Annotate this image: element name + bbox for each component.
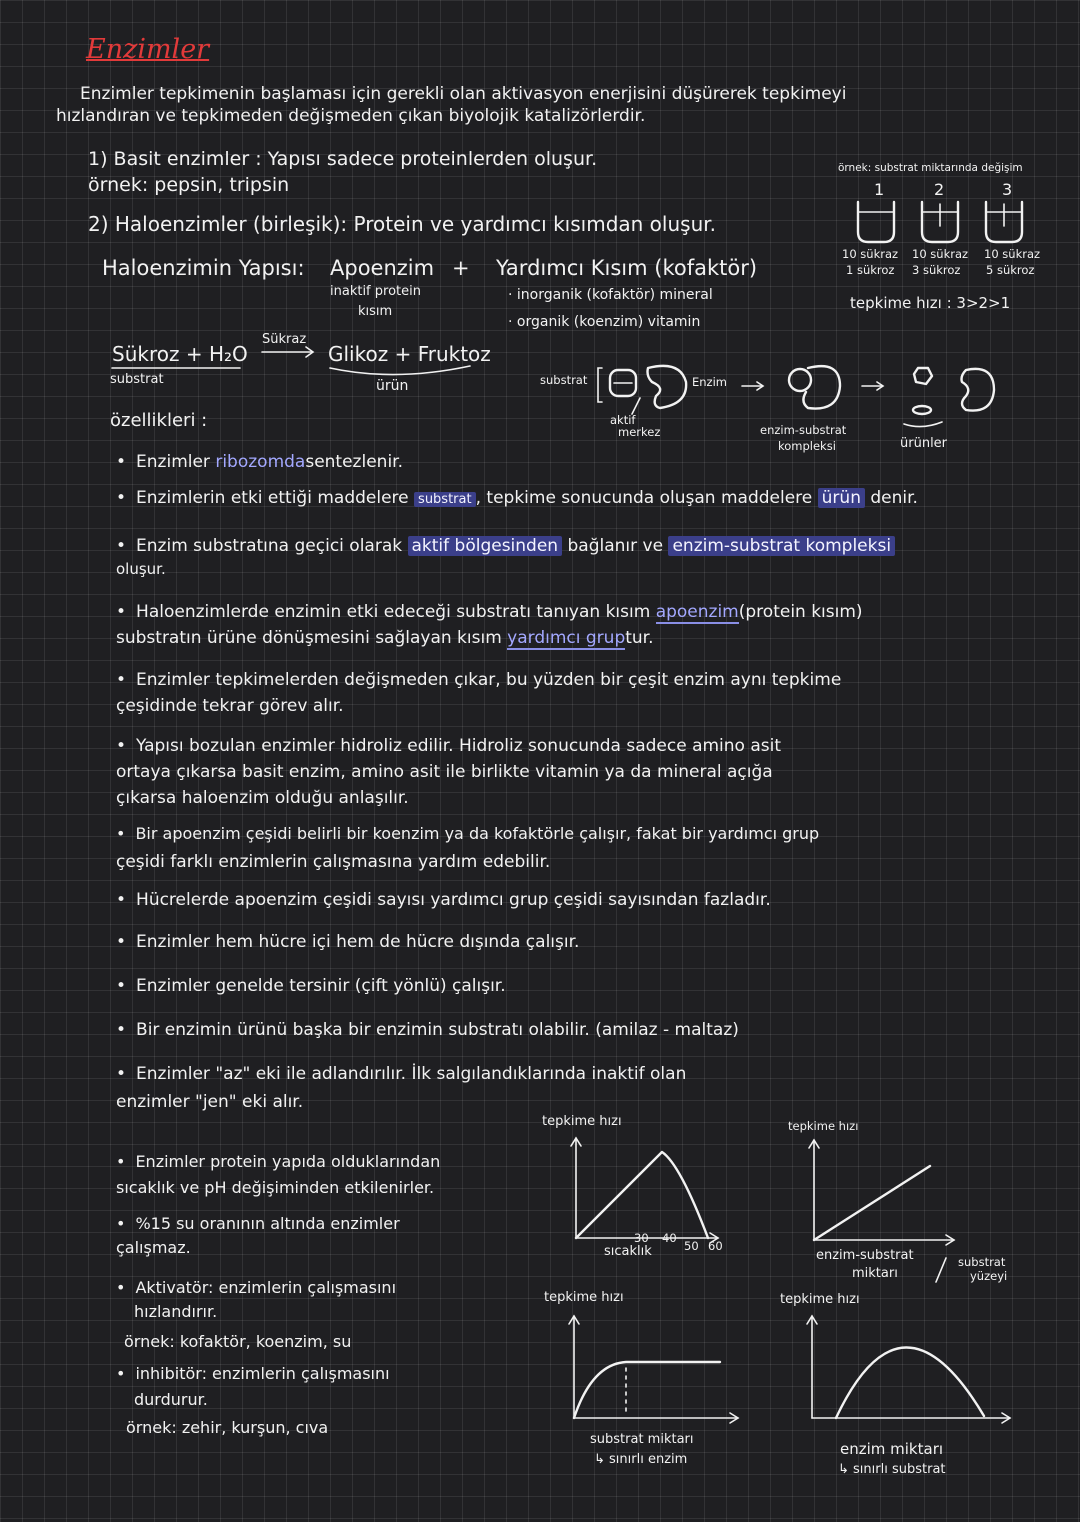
prop-3 bbox=[116, 536, 895, 556]
graph-1-curve bbox=[576, 1152, 708, 1238]
basit-example: örnek: pepsin, tripsin bbox=[88, 174, 290, 196]
beaker-3-substrate: 5 sükroz bbox=[986, 263, 1035, 277]
mech-aktif-1: aktif bbox=[610, 413, 636, 427]
graph-3-curve bbox=[574, 1362, 720, 1418]
beaker-1-enzyme: 10 sükraz bbox=[842, 247, 899, 261]
side-4-line-2: durdurur. bbox=[134, 1390, 208, 1409]
prop-4-protein: (protein kısım) bbox=[738, 602, 863, 622]
ozellikleri-heading: özellikleri : bbox=[110, 410, 208, 431]
graph-1-tick-30: 30 bbox=[634, 1231, 649, 1245]
prop-10: • Enzimler genelde tersinir (çift yönlü) çalışır. bbox=[116, 976, 506, 996]
side-3-example: örnek: kofaktör, koenzim, su bbox=[124, 1332, 352, 1351]
side-1-line-2: sıcaklık ve pH değişiminden etkilenirler. bbox=[116, 1178, 435, 1197]
prop-3-end: oluşur. bbox=[116, 560, 166, 578]
mech-urunler: ürünler bbox=[900, 436, 948, 451]
graph-2-xlabel-1: enzim-substrat bbox=[816, 1248, 914, 1263]
prop-3-text: • Enzim substratına geçici olarak bbox=[116, 536, 402, 556]
side-4: • inhibitör: enzimlerin çalışmasını bbox=[116, 1364, 390, 1383]
prop-1-end: sentezlenir. bbox=[305, 452, 403, 472]
intro-line-1: Enzimler tepkimenin başlaması için gerekli olan aktivasyon enerjisini düşürerek tepkimeyi bbox=[80, 84, 847, 104]
graph-3-xlabel-1: substrat miktarı bbox=[590, 1432, 694, 1447]
structure-item-1: · inorganik (kofaktör) mineral bbox=[508, 287, 713, 303]
beaker-number-3: 3 bbox=[1002, 180, 1013, 199]
graph-1-xlabel: sıcaklık bbox=[604, 1244, 652, 1259]
reaction-left: Sükroz + H₂O bbox=[112, 342, 248, 366]
prop-1-ribozom: ribozomda bbox=[215, 452, 306, 472]
prop-4-text-2: substratın ürüne dönüşmesini sağlayan kısım bbox=[116, 628, 502, 648]
prop-2-urun: ürün bbox=[818, 488, 865, 508]
beaker-2-enzyme: 10 sükraz bbox=[912, 247, 969, 261]
reaction-enzyme: Sükraz bbox=[262, 332, 307, 347]
side-2: • %15 su oranının altında enzimler bbox=[116, 1214, 400, 1233]
prop-6-line-3: çıkarsa haloenzim olduğu anlaşılır. bbox=[116, 788, 409, 808]
prop-4-end: tur. bbox=[625, 628, 654, 648]
basit-enzimler: 1) Basit enzimler : Yapısı sadece proteinlerden oluşur. bbox=[88, 148, 598, 170]
reaction-urun: ürün bbox=[376, 378, 409, 394]
graph-4-xlabel-1: enzim miktarı bbox=[840, 1440, 944, 1458]
graph-2-xlabel-3: substrat bbox=[958, 1255, 1006, 1269]
prop-9: • Enzimler hem hücre içi hem de hücre dışında çalışır. bbox=[116, 932, 579, 952]
graph-2-ylabel: tepkime hızı bbox=[788, 1119, 859, 1133]
prop-4-line-2 bbox=[116, 628, 654, 648]
plus-sign: + bbox=[452, 256, 470, 280]
prop-1-text: • Enzimler bbox=[116, 452, 210, 472]
prop-3-kompleks: enzim-substrat kompleksi bbox=[668, 536, 895, 556]
prop-5: • Enzimler tepkimelerden değişmeden çıkar, bu yüzden bir çeşit enzim aynı tepkime bbox=[116, 670, 841, 690]
prop-3-aktif: aktif bölgesinden bbox=[408, 536, 563, 556]
prop-2-end: denir. bbox=[870, 488, 918, 508]
side-4-example: örnek: zehir, kurşun, cıva bbox=[126, 1418, 329, 1437]
prop-8: • Hücrelerde apoenzim çeşidi sayısı yardımcı grup çeşidi sayısından fazladır. bbox=[116, 890, 771, 910]
mech-enzim: Enzim bbox=[692, 375, 727, 389]
page-title: Enzimler bbox=[86, 34, 210, 65]
graph-1-ylabel: tepkime hızı bbox=[542, 1114, 622, 1129]
prop-6: • Yapısı bozulan enzimler hidroliz edilir. Hidroliz sonucunda sadece amino asit bbox=[116, 736, 781, 756]
reaction-right: Glikoz + Fruktoz bbox=[328, 342, 491, 366]
graph-3-xlabel-2: ↳ sınırlı enzim bbox=[594, 1452, 688, 1467]
prop-4-yardimci: yardımcı grup bbox=[507, 628, 626, 648]
beaker-3-enzyme: 10 sükraz bbox=[984, 247, 1041, 261]
prop-4-apoenzim: apoenzim bbox=[655, 602, 739, 622]
graph-2-line bbox=[814, 1166, 930, 1240]
graph-4-xlabel-2: ↳ sınırlı substrat bbox=[838, 1462, 946, 1477]
graph-1-tick-40: 40 bbox=[662, 1231, 677, 1245]
side-3-line-2: hızlandırır. bbox=[134, 1302, 218, 1321]
haloenzimler: 2) Haloenzimler (birleşik): Protein ve yardımcı kısımdan oluşur. bbox=[88, 212, 716, 236]
beaker-number-2: 2 bbox=[934, 180, 945, 199]
example-rate: tepkime hızı : 3>2>1 bbox=[850, 294, 1011, 312]
graph-2-xlabel-2: miktarı bbox=[852, 1266, 898, 1281]
mech-substrat: substrat bbox=[540, 373, 588, 387]
example-title: örnek: substrat miktarında değişim bbox=[838, 162, 1023, 174]
mech-kompleks-2: kompleksi bbox=[778, 439, 836, 453]
apo-sub-1: inaktif protein bbox=[330, 284, 421, 299]
graph-4-ylabel: tepkime hızı bbox=[780, 1292, 860, 1307]
yardimci-label: Yardımcı Kısım (kofaktör) bbox=[496, 256, 758, 280]
prop-12: • Enzimler "az" eki ile adlandırılır. İlk salgılandıklarında inaktif olan bbox=[116, 1064, 686, 1084]
prop-6-line-2: ortaya çıkarsa basit enzim, amino asit ile birlikte vitamin ya da mineral açığa bbox=[116, 762, 773, 782]
graph-1-tick-60: 60 bbox=[708, 1239, 723, 1253]
structure-item-2: · organik (koenzim) vitamin bbox=[508, 314, 701, 330]
prop-7: • Bir apoenzim çeşidi belirli bir koenzim ya da kofaktörle çalışır, fakat bir yardımcı grup bbox=[116, 824, 819, 843]
graph-1-tick-50: 50 bbox=[684, 1239, 699, 1253]
prop-7-line-2: çeşidi farklı enzimlerin çalışmasına yardım edebilir. bbox=[116, 852, 551, 872]
side-2-line-2: çalışmaz. bbox=[116, 1238, 191, 1257]
prop-12-line-2: enzimler "jen" eki alır. bbox=[116, 1092, 304, 1112]
prop-4-text: • Haloenzimlerde enzimin etki edeceği substratı tanıyan kısım bbox=[116, 602, 650, 622]
prop-5-line-2: çeşidinde tekrar görev alır. bbox=[116, 696, 344, 716]
prop-2-text: • Enzimlerin etki ettiği maddelere bbox=[116, 488, 409, 508]
side-1: • Enzimler protein yapıda olduklarından bbox=[116, 1152, 440, 1171]
prop-2 bbox=[116, 488, 918, 508]
prop-4 bbox=[116, 602, 863, 622]
graph-4-bell bbox=[0, 0, 1, 1]
prop-2-substrat: substrat bbox=[414, 492, 476, 507]
beaker-number-1: 1 bbox=[874, 180, 885, 199]
graph-2-xlabel-4: yüzeyi bbox=[970, 1269, 1008, 1283]
apoenzim-label: Apoenzim bbox=[330, 256, 435, 280]
intro-line-2: hızlandıran ve tepkimeden değişmeden çıkan biyolojik katalizörlerdir. bbox=[56, 106, 646, 126]
prop-2-mid: , tepkime sonucunda oluşan maddelere bbox=[475, 488, 813, 508]
beaker-1-substrate: 1 sükroz bbox=[846, 263, 895, 277]
graph-4-curve bbox=[836, 1347, 984, 1418]
reaction-substrat: substrat bbox=[110, 372, 164, 387]
apo-sub-2: kısım bbox=[358, 304, 393, 319]
mech-kompleks-1: enzim-substrat bbox=[760, 423, 847, 437]
mech-aktif-2: merkez bbox=[618, 425, 661, 439]
side-3: • Aktivatör: enzimlerin çalışmasını bbox=[116, 1278, 396, 1297]
structure-label: Haloenzimin Yapısı: bbox=[102, 256, 305, 280]
graph-3-ylabel: tepkime hızı bbox=[544, 1290, 624, 1305]
prop-1 bbox=[116, 452, 403, 472]
prop-3-mid: bağlanır ve bbox=[567, 536, 664, 556]
prop-11: • Bir enzimin ürünü başka bir enzimin substratı olabilir. (amilaz - maltaz) bbox=[116, 1020, 739, 1040]
beaker-2-substrate: 3 sükroz bbox=[912, 263, 961, 277]
